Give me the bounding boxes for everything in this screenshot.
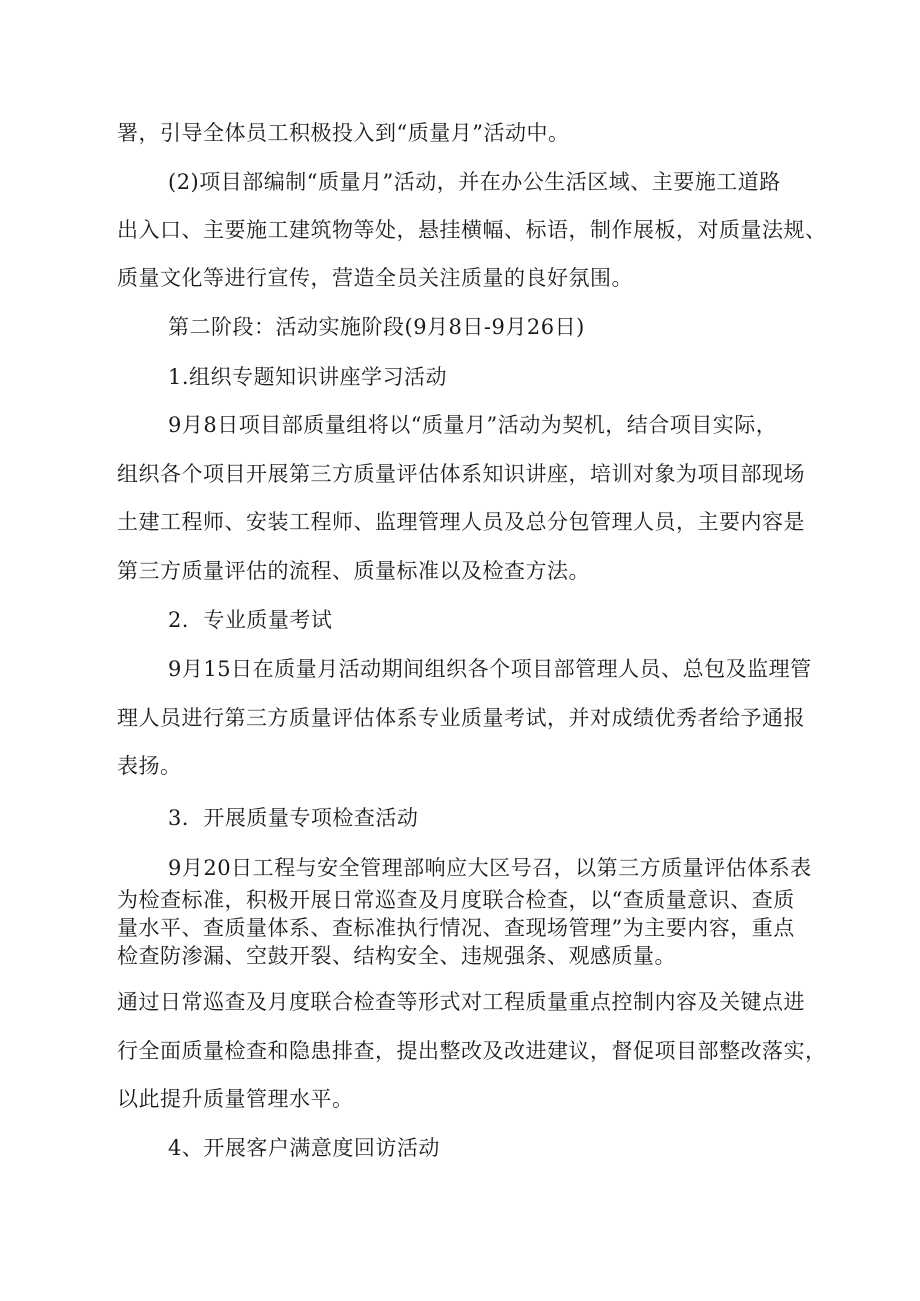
text-line: 3．开展质量专项检查活动: [168, 806, 419, 830]
text-line: 9月20日工程与安全管理部响应大区号召，以第三方质量评估体系表: [168, 856, 812, 880]
text-line: 量水平、查质量体系、查标准执行情况、查现场管理”为主要内容，重点: [117, 916, 795, 940]
text-line: 行全面质量检查和隐患排查，提出整改及改进建议，督促项目部整改落实，: [117, 1039, 827, 1063]
text-line: 9月8日项目部质量组将以“质量月”活动为契机，结合项目实际，: [168, 413, 778, 437]
text-line: 第三方质量评估的流程、质量标准以及检查方法。: [117, 559, 590, 583]
text-line: 第二阶段：活动实施阶段(9月8日-9月26日): [168, 315, 585, 339]
text-line: 为检查标准，积极开展日常巡查及月度联合检查，以“查质量意识、查质: [117, 888, 795, 912]
text-line: 2．专业质量考试: [168, 608, 333, 632]
text-line: 理人员进行第三方质量评估体系专业质量考试，并对成绩优秀者给予通报: [117, 706, 805, 730]
text-line: 4、开展客户满意度回访活动: [168, 1136, 440, 1160]
text-line: 通过日常巡查及月度联合检查等形式对工程质量重点控制内容及关键点进: [117, 990, 805, 1014]
text-line: 组织各个项目开展第三方质量评估体系知识讲座，培训对象为项目部现场: [117, 462, 805, 486]
text-line: (2)项目部编制“质量月”活动，并在办公生活区域、主要施工道路: [168, 170, 781, 194]
text-line: 检查防渗漏、空鼓开裂、结构安全、违规强条、观感质量。: [117, 944, 676, 968]
text-line: 9月15日在质量月活动期间组织各个项目部管理人员、总包及监理管: [168, 657, 812, 681]
text-line: 土建工程师、安装工程师、监理管理人员及总分包管理人员，主要内容是: [117, 510, 805, 534]
text-line: 质量文化等进行宣传，营造全员关注质量的良好氛围。: [117, 266, 633, 290]
text-line: 以此提升质量管理水平。: [117, 1087, 354, 1111]
text-line: 表扬。: [117, 754, 182, 778]
text-line: 出入口、主要施工建筑物等处，悬挂横幅、标语，制作展板，对质量法规、: [117, 218, 827, 242]
text-line: 1.组织专题知识讲座学习活动: [168, 365, 448, 389]
text-line: 署，引导全体员工积极投入到“质量月”活动中。: [117, 121, 570, 145]
